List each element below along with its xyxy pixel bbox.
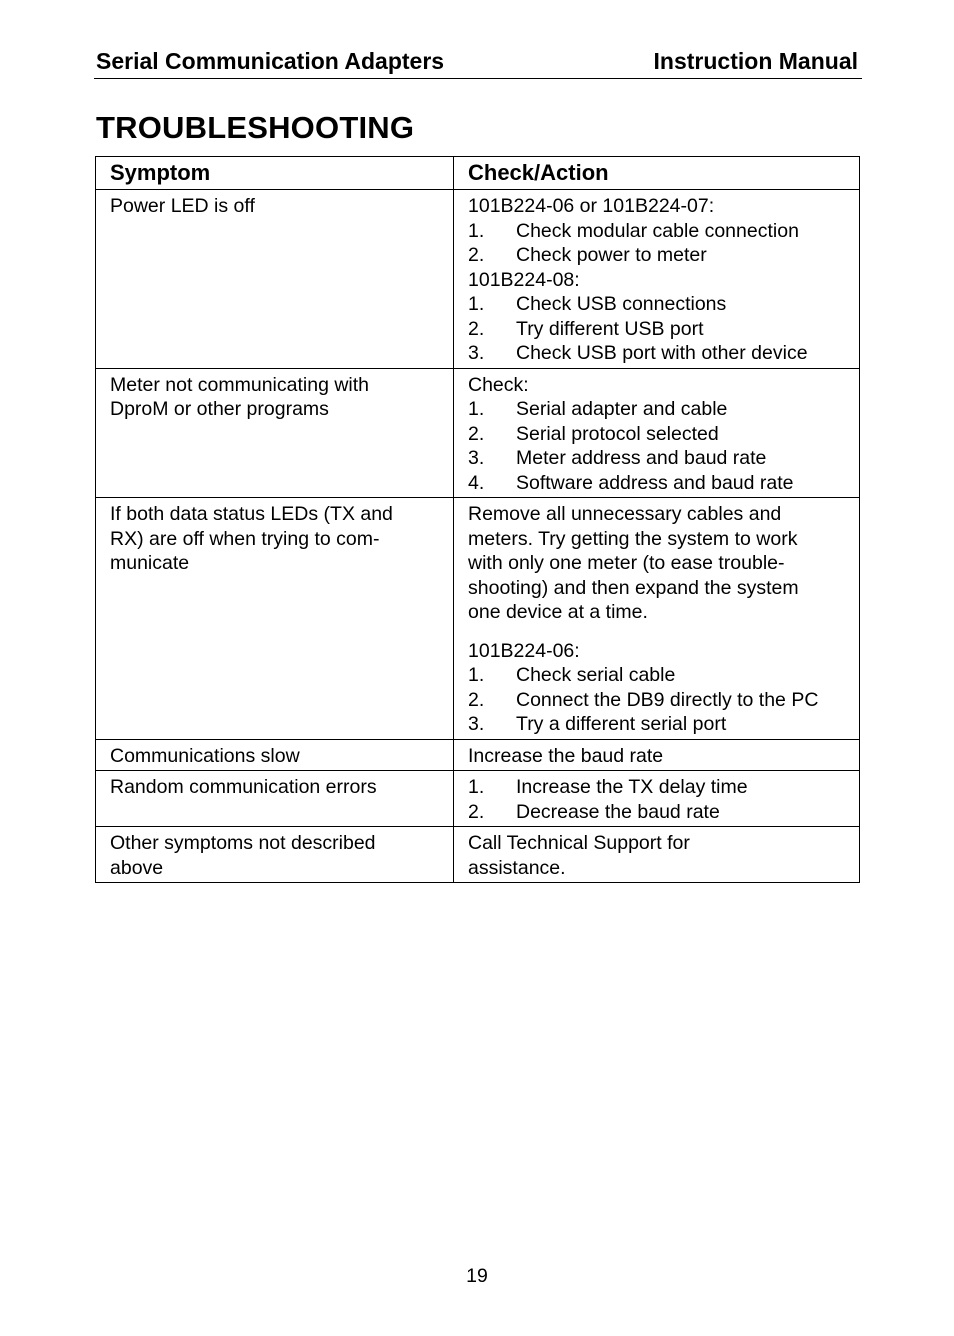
list-number: 1.	[468, 219, 485, 242]
list-number: 1.	[468, 398, 485, 420]
table-row	[96, 771, 860, 827]
action-list-item	[468, 471, 851, 496]
table-row	[96, 190, 860, 369]
page-header	[94, 44, 862, 79]
list-number: 2.	[468, 688, 485, 711]
action-paragraph-line: Remove all unnecessary cables and	[468, 503, 782, 525]
list-number: 1.	[468, 776, 485, 798]
symptom-text: above	[110, 856, 164, 879]
table-header-row	[96, 157, 860, 190]
action-list-item	[468, 712, 851, 737]
symptom-text: Power LED is off	[110, 195, 255, 217]
action-cell	[454, 498, 860, 740]
table-body	[96, 190, 860, 883]
table-row	[96, 368, 860, 498]
action-item-text: Decrease the baud rate	[516, 800, 720, 823]
list-number: 3.	[468, 713, 485, 735]
troubleshooting-table	[95, 156, 860, 883]
symptom-text: Random communication errors	[110, 776, 377, 798]
action-item-text: Check modular cable connection	[516, 219, 799, 242]
action-paragraph-line: one device at a time.	[468, 601, 648, 623]
action-cell	[454, 190, 860, 369]
symptom-text: Meter not communicating with	[110, 373, 370, 396]
list-number: 4.	[468, 471, 485, 494]
action-item-text: Check USB connections	[516, 293, 727, 315]
list-number: 2.	[468, 244, 485, 266]
action-item-text: 101B224-06:	[468, 639, 580, 662]
list-number: 3.	[468, 342, 485, 364]
symptom-cell	[96, 771, 454, 827]
action-list-item	[468, 800, 851, 825]
action-list-item	[468, 243, 851, 268]
action-item-text: Check USB port with other device	[516, 342, 808, 364]
symptom-cell	[96, 827, 454, 883]
action-item-text: Call Technical Support for	[468, 832, 690, 854]
action-paragraph-line: meters. Try getting the system to work	[468, 527, 798, 550]
action-list-item	[468, 317, 851, 342]
action-list-item	[468, 219, 851, 244]
action-item-text: Meter address and baud rate	[516, 447, 767, 469]
action-item-text: 101B224-06 or 101B224-07:	[468, 195, 715, 217]
list-number: 2.	[468, 422, 485, 445]
symptom-cell	[96, 368, 454, 498]
action-item-text: Serial protocol selected	[516, 422, 719, 445]
action-list-item	[468, 688, 851, 713]
action-list-item	[468, 422, 851, 447]
action-text	[468, 744, 851, 769]
action-paragraph-line: shooting) and then expand the system	[468, 576, 799, 599]
action-cell	[454, 771, 860, 827]
section-title: TROUBLESHOOTING	[96, 110, 415, 145]
list-number: 2.	[468, 317, 485, 340]
action-item-text: Check serial cable	[516, 664, 676, 686]
action-list-item	[468, 292, 851, 317]
action-text	[468, 268, 851, 293]
action-paragraph-line: with only one meter (to ease trouble-	[468, 552, 785, 574]
action-cell	[454, 827, 860, 883]
action-item-text: Check:	[468, 373, 529, 396]
table-row	[96, 739, 860, 771]
action-list-item	[468, 663, 851, 688]
action-text	[468, 639, 851, 664]
list-number: 3.	[468, 447, 485, 469]
action-item-text: Serial adapter and cable	[516, 398, 728, 420]
action-item-text: Try a different serial port	[516, 713, 727, 735]
action-list-item	[468, 397, 851, 422]
action-item-text: 101B224-08:	[468, 268, 580, 291]
list-number: 1.	[468, 664, 485, 686]
column-header-symptom: Symptom	[96, 157, 454, 190]
header-right-title: Instruction Manual	[653, 48, 858, 74]
page-number: 19	[466, 1265, 488, 1287]
symptom-cell	[96, 739, 454, 771]
action-list-item	[468, 341, 851, 366]
action-item-text: Try different USB port	[516, 317, 704, 340]
symptom-text: If both data status LEDs (TX and	[110, 503, 393, 525]
list-number: 1.	[468, 293, 485, 315]
table-row	[96, 827, 860, 883]
action-list-item	[468, 775, 851, 800]
action-cell	[454, 739, 860, 771]
symptom-text: municate	[110, 552, 190, 574]
symptom-text: DproM or other programs	[110, 398, 329, 420]
action-item-text: assistance.	[468, 856, 566, 879]
action-text	[468, 831, 851, 856]
action-item-text: Check power to meter	[516, 244, 707, 266]
action-text	[468, 856, 851, 881]
action-list-item	[468, 446, 851, 471]
table-row	[96, 498, 860, 740]
action-item-text: Increase the TX delay time	[516, 776, 748, 798]
action-item-text: Software address and baud rate	[516, 471, 794, 494]
action-text	[468, 373, 851, 398]
action-cell	[454, 368, 860, 498]
symptom-cell	[96, 498, 454, 740]
symptom-text: Communications slow	[110, 744, 300, 767]
column-header-check-action: Check/Action	[454, 157, 860, 190]
header-left-title: Serial Communication Adapters	[96, 48, 445, 74]
symptom-text: Other symptoms not described	[110, 832, 376, 854]
action-text	[468, 194, 851, 219]
action-item-text: Connect the DB9 directly to the PC	[516, 688, 819, 711]
symptom-text: RX) are off when trying to com-	[110, 527, 380, 550]
list-number: 2.	[468, 800, 485, 823]
action-item-text: Increase the baud rate	[468, 744, 664, 767]
symptom-cell	[96, 190, 454, 369]
